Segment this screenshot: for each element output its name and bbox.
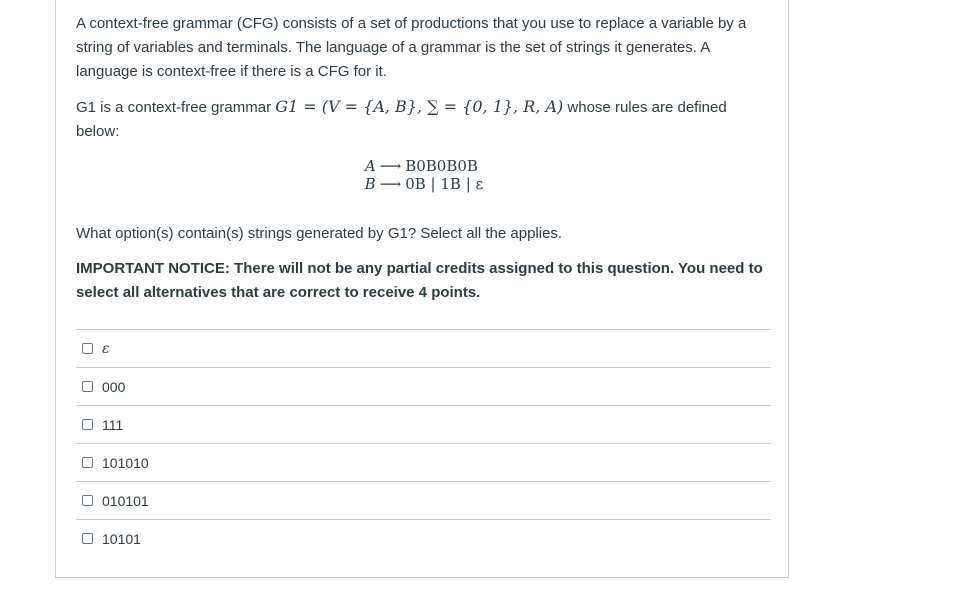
answer-option[interactable] — [76, 329, 771, 367]
answer-option[interactable] — [76, 481, 771, 519]
answer-checkbox[interactable] — [82, 495, 93, 506]
answer-list — [76, 329, 771, 557]
intro-text: A context-free grammar (CFG) consists of a set of productions that you use to replace a variable by a string of variables and terminals. The language of a grammar is the set of strings it generates. A language is context-free if there is a CFG for it. — [76, 15, 747, 80]
answer-label: 111 — [102, 416, 124, 433]
rule-arrow: ⟶ — [379, 157, 402, 175]
rule-row — [363, 175, 486, 193]
rule-arrow: ⟶ — [379, 175, 402, 193]
definition-prefix: G1 is a context-free grammar — [76, 99, 276, 116]
answer-label: 010101 — [102, 492, 149, 509]
answer-option[interactable] — [76, 519, 771, 557]
rule-rhs: B0B0B0B — [405, 157, 478, 175]
answer-checkbox[interactable] — [82, 419, 93, 430]
answer-checkbox[interactable] — [82, 457, 93, 468]
answer-label: ε — [102, 340, 110, 357]
answer-label: 10101 — [102, 530, 141, 547]
grammar-rules — [76, 157, 772, 193]
definition-math: G1 = (V = {A, B}, ∑ = {0, 1}, R, A) — [275, 97, 564, 116]
rule-row — [363, 157, 486, 175]
answer-checkbox[interactable] — [82, 343, 93, 354]
grammar-definition — [76, 95, 772, 144]
answer-checkbox[interactable] — [82, 533, 93, 544]
answer-label: 101010 — [102, 454, 149, 471]
definition-suffix: whose rules are defined below: — [76, 99, 727, 140]
answer-label: 000 — [102, 378, 126, 395]
rule-rhs: 0B | 1B | ε — [405, 175, 484, 193]
rule-lhs: A — [364, 157, 376, 175]
answer-option[interactable] — [76, 443, 771, 481]
question-card — [55, 0, 789, 578]
question-content — [76, 12, 772, 305]
important-notice: IMPORTANT NOTICE: There will not be any partial credits assigned to this question. You need to select all alternatives that are correct to receive 4 points. — [76, 260, 763, 301]
answer-option[interactable] — [76, 367, 771, 405]
answer-checkbox[interactable] — [82, 381, 93, 392]
rule-lhs: B — [364, 175, 376, 193]
answer-option[interactable] — [76, 405, 771, 443]
question-prompt: What option(s) contain(s) strings generated by G1? Select all the applies. — [76, 225, 563, 242]
